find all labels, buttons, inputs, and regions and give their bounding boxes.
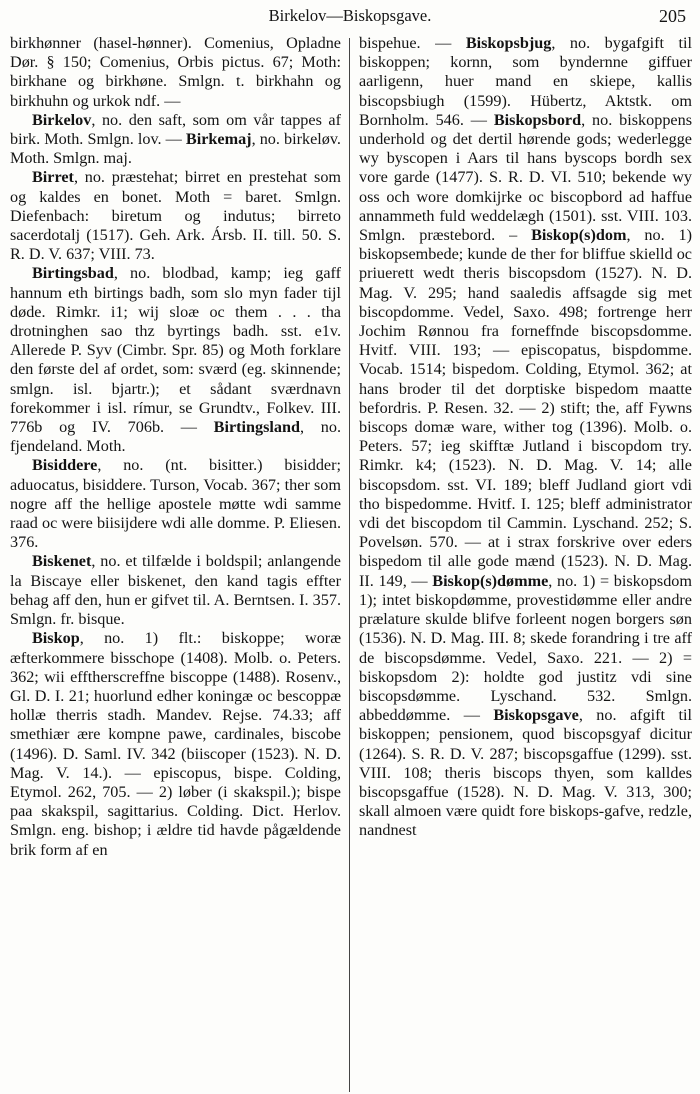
- entry-biskenet: Biskenet, no. et tilfælde i boldspil; anlangende la Biscaye eller biskenet, den kand tagis effter behag aff den, hun er gifvet til. A. Berntsen. I. 357. Smlgn. fr. bisque.: [10, 552, 341, 629]
- right-column: [359, 34, 692, 1092]
- running-title: Birkelov—Biskopsgave.: [268, 6, 432, 25]
- entry-biskop: Biskop, no. 1) flt.: biskoppe; woræ æfterkommere bisschope (1408). Molb. o. Peters. 362; wii efftherscreffne biscoppe (1488). Rosenv., Gl. D. I. 21; huorlund edher koningæ oc bescoppæ hollæ therris stadh. Mandev. Rejse. 74.33; aff smethiær ære kompne pawe, cardinales, biscobe (1496). D. Saml. IV. 342 (biiscoper (1523). N. D. Mag. V. 14.). — episcopus, bispe. Colding, Etymol. 262, 705. — 2) løber (i skakspil.); bispe paa skakspil, sagittarius. Colding. Dict. Herlov. Smlgn. eng. bishop; i ældre tid havde pågældende brik form af en: [10, 629, 341, 859]
- paragraph: birkhønner (hasel-hønner). Comenius, Opladne Dør. § 150; Comenius, Orbis pictus. 67; Moth: birkhane og birkhøne. Smlgn. t. birkhahn og birkhuhn og urkok ndf. —: [10, 34, 341, 110]
- page-number: 205: [659, 6, 686, 26]
- entry-birtingsbad: Birtingsbad, no. blodbad, kamp; ieg gaff hannum eth birtings badh, som slo myn fader tijl døde. Rimkr. i1; wij sloæ oc them . . . tha drotninghen sao thz byrtings badh. sst. e1v. Allerede P. Syv (Cimbr. Spr. 85) og Moth forklare den første del af ordet, som: sværd (eg. skinnende; smlgn. isl. bjartr.); et sådant sværdnavn forekommer i isl. rímur, se Grundtv., Folkev. III. 776b og IV. 706b. — Birtingsland, no. fjendeland. Moth.: [10, 264, 341, 456]
- page-header: [14, 4, 686, 28]
- entry-birkelov: Birkelov, no. den saft, som om vår tappes af birk. Moth. Smlgn. lov. — Birkemaj, no. birkeløv. Moth. Smlgn. maj.: [10, 110, 341, 168]
- column-divider: [349, 38, 350, 1092]
- paragraph: bispehue. — Biskopsbjug, no. bygafgift til biskoppen; kornn, som byndernne giffuer aarligenn, huer mand en skiepe, kallis biscopsbiugh (1599). Hübertz, Aktstk. om Bornholm. 546. — Biskopsbord, no. biskoppens underhold og det dertil hørende gods; wederlegge wy byscopen i Aars til hans byscops bordh sex vore garde (1477). S. R. D. VI. 510; bekende wy oss och wore domkijrke oc biscopbord ad haffue annammeth fuld weddelægh (1501). sst. VIII. 103. Smlgn. præstebord. – Biskop(s)dom, no. 1) biskopsembede; kunde de ther for bliffue skielld oc priuerett wedt theris biscopsdom (1527). N. D. Mag. V. 295; hand saaledis affsagde sig met biscopdomme. Vedel, Saxo. 498; fortrenge herr Jochim Rønnou fra forneffnde biscopsdomme. Hvitf. VIII. 193; — episcopatus, bispdomme. Vocab. 1514; bispedom. Colding, Etymol. 362; at hans broder til det dorptiske bispedom maatte befordris. P. Resen. 32. — 2) stift; the, aff Fywns biscops domæ ware, wither tog (1396). Molb. o. Peters. 57; ieg skifftæ Jutland i biscopdom try. Rimkr. k4; (1523). N. D. Mag. V. 14; alle biscopsdom. sst. VI. 189; bleff Judland giort vdi tho bispedomme. Hvitf. I. 125; bleff administrator vdi det biscopdom til Cammin. Lyschand. 252; S. Povelsøn. 570. — at i strax forskrive over eders bispedom til alle gode mænd (1523). N. D. Mag. II. 149, — Biskop(s)dømme, no. 1) = biskopsdom 1); intet biskopdømme, provestidømme eller andre prælature skulde blifve forleent nogen borgers søn (1536). N. D. Mag. III. 8; skede forandring i tre aff de biscopsdømme. Vedel, Saxo. 221. — 2) = biskopsdom 2): holdte god justitz vdi sine biscopsdømme. Lyschand. 532. Smlgn. abbeddømme. — Biskopsgave, no. afgift til biskoppen; pensionem, quod biscopsgyaf dicitur (1264). S. R. D. V. 287; biscopsgaffue (1299). sst. VIII. 108; theris biscops thyen, som kalldes biscopsgaffue (1528). N. D. Mag. V. 313, 300; skall almoen være quidt fore biskops-gafve, redzle, nandnest: [359, 34, 692, 840]
- entry-birret: Birret, no. præstehat; birret en prestehat som og kaldes en bonet. Moth = baret. Smlgn. Diefenbach: biretum og indutus; birreto sacerdotalj (1517). Geh. Ark. Ársb. II. till. 50. S. R. D. V. 637; VIII. 73.: [10, 168, 341, 264]
- entry-bisiddere: Bisiddere, no. (nt. bisitter.) bisidder; aduocatus, bisiddere. Turson, Vocab. 367; ther som nogre aff the hellige apostele møtte wdi samme raad oc were biisijdere wdi alle domme. P. Eliesen. 376.: [10, 456, 341, 552]
- left-column: [10, 34, 341, 1092]
